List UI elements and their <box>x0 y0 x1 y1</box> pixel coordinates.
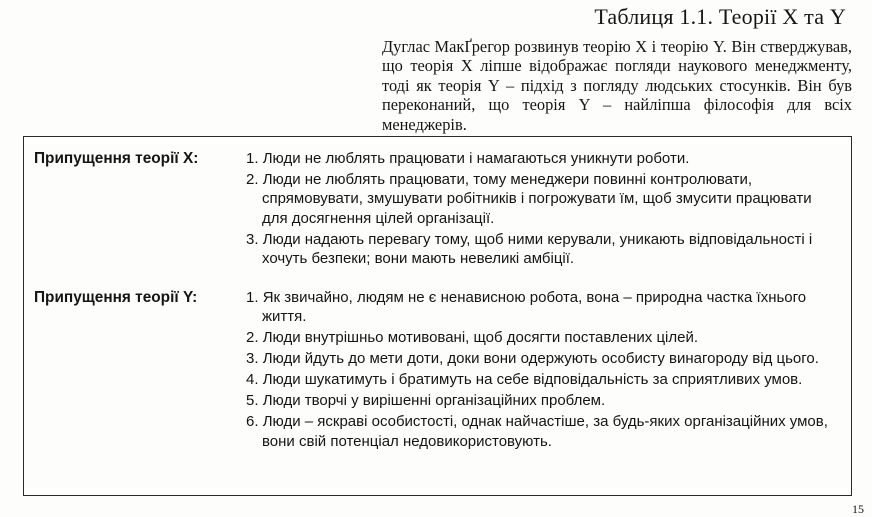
item-text: Люди не люблять працювати, тому менеджери повинні контролювати, спрямовувати, змушувати робітників і погрожувати їм, щоб змусити працювати для досягнення цілей організації. <box>262 171 812 227</box>
item-number: 1. <box>246 150 259 167</box>
list-item <box>246 149 841 168</box>
item-number: 4. <box>246 371 259 389</box>
list-item <box>246 170 841 228</box>
theory-table <box>23 136 852 496</box>
intro-paragraph: Дуглас МакҐрегор розвинув теорію X і теорію Y. Він стверджував, що теорія X ліпше відображає погляди наукового менеджменту, тоді як теорія Y – підхід з погляду людських стосунків. Він був переконаний, що теорія Y – найліпша філософія для всіх менеджерів. <box>382 37 852 134</box>
theory-y-label: Припущення теорії Y: <box>34 289 198 306</box>
table-title: Таблиця 1.1. Теорії Х та Y <box>594 4 846 29</box>
item-text: Люди не люблять працювати і намагаються уникнути роботи. <box>262 150 690 167</box>
list-item <box>246 412 841 451</box>
item-text: Люди надають перевагу тому, щоб ними керували, уникають відповідальності і хочуть безпеки; вони мають невеликі амбіції. <box>262 230 813 268</box>
list-item <box>246 288 841 327</box>
item-number: 6. <box>246 413 259 431</box>
item-number: 1. <box>246 289 259 306</box>
item-number: 2. <box>246 171 259 188</box>
item-text: Люди йдуть до мети доти, доки вони одержують особисту винагороду від цього. <box>262 350 819 368</box>
item-text: Люди творчі у вирішенні організаційних проблем. <box>262 392 606 410</box>
item-text: Люди – яскраві особистості, однак найчастіше, за будь-яких організаційних умов, вони свій потенціал недовикористовують. <box>262 413 828 450</box>
page-number: 15 <box>852 502 864 516</box>
item-text: Люди внутрішньо мотивовані, щоб досягти поставлених цілей. <box>262 329 699 347</box>
list-item <box>246 349 841 368</box>
item-number: 2. <box>246 329 259 347</box>
item-number: 3. <box>246 350 259 368</box>
list-item <box>246 391 841 410</box>
list-item <box>246 328 841 347</box>
theory-x-label: Припущення теорії X: <box>34 150 199 167</box>
theory-y-list <box>246 288 841 453</box>
theory-x-list <box>246 149 841 270</box>
list-item <box>246 230 841 269</box>
item-number: 5. <box>246 392 259 410</box>
item-number: 3. <box>246 230 259 248</box>
item-text: Як звичайно, людям не є ненависною робота, вона – природна частка їхнього життя. <box>262 289 807 326</box>
item-text: Люди шукатимуть і братимуть на себе відповідальність за сприятливих умов. <box>262 371 803 389</box>
list-item <box>246 370 841 389</box>
